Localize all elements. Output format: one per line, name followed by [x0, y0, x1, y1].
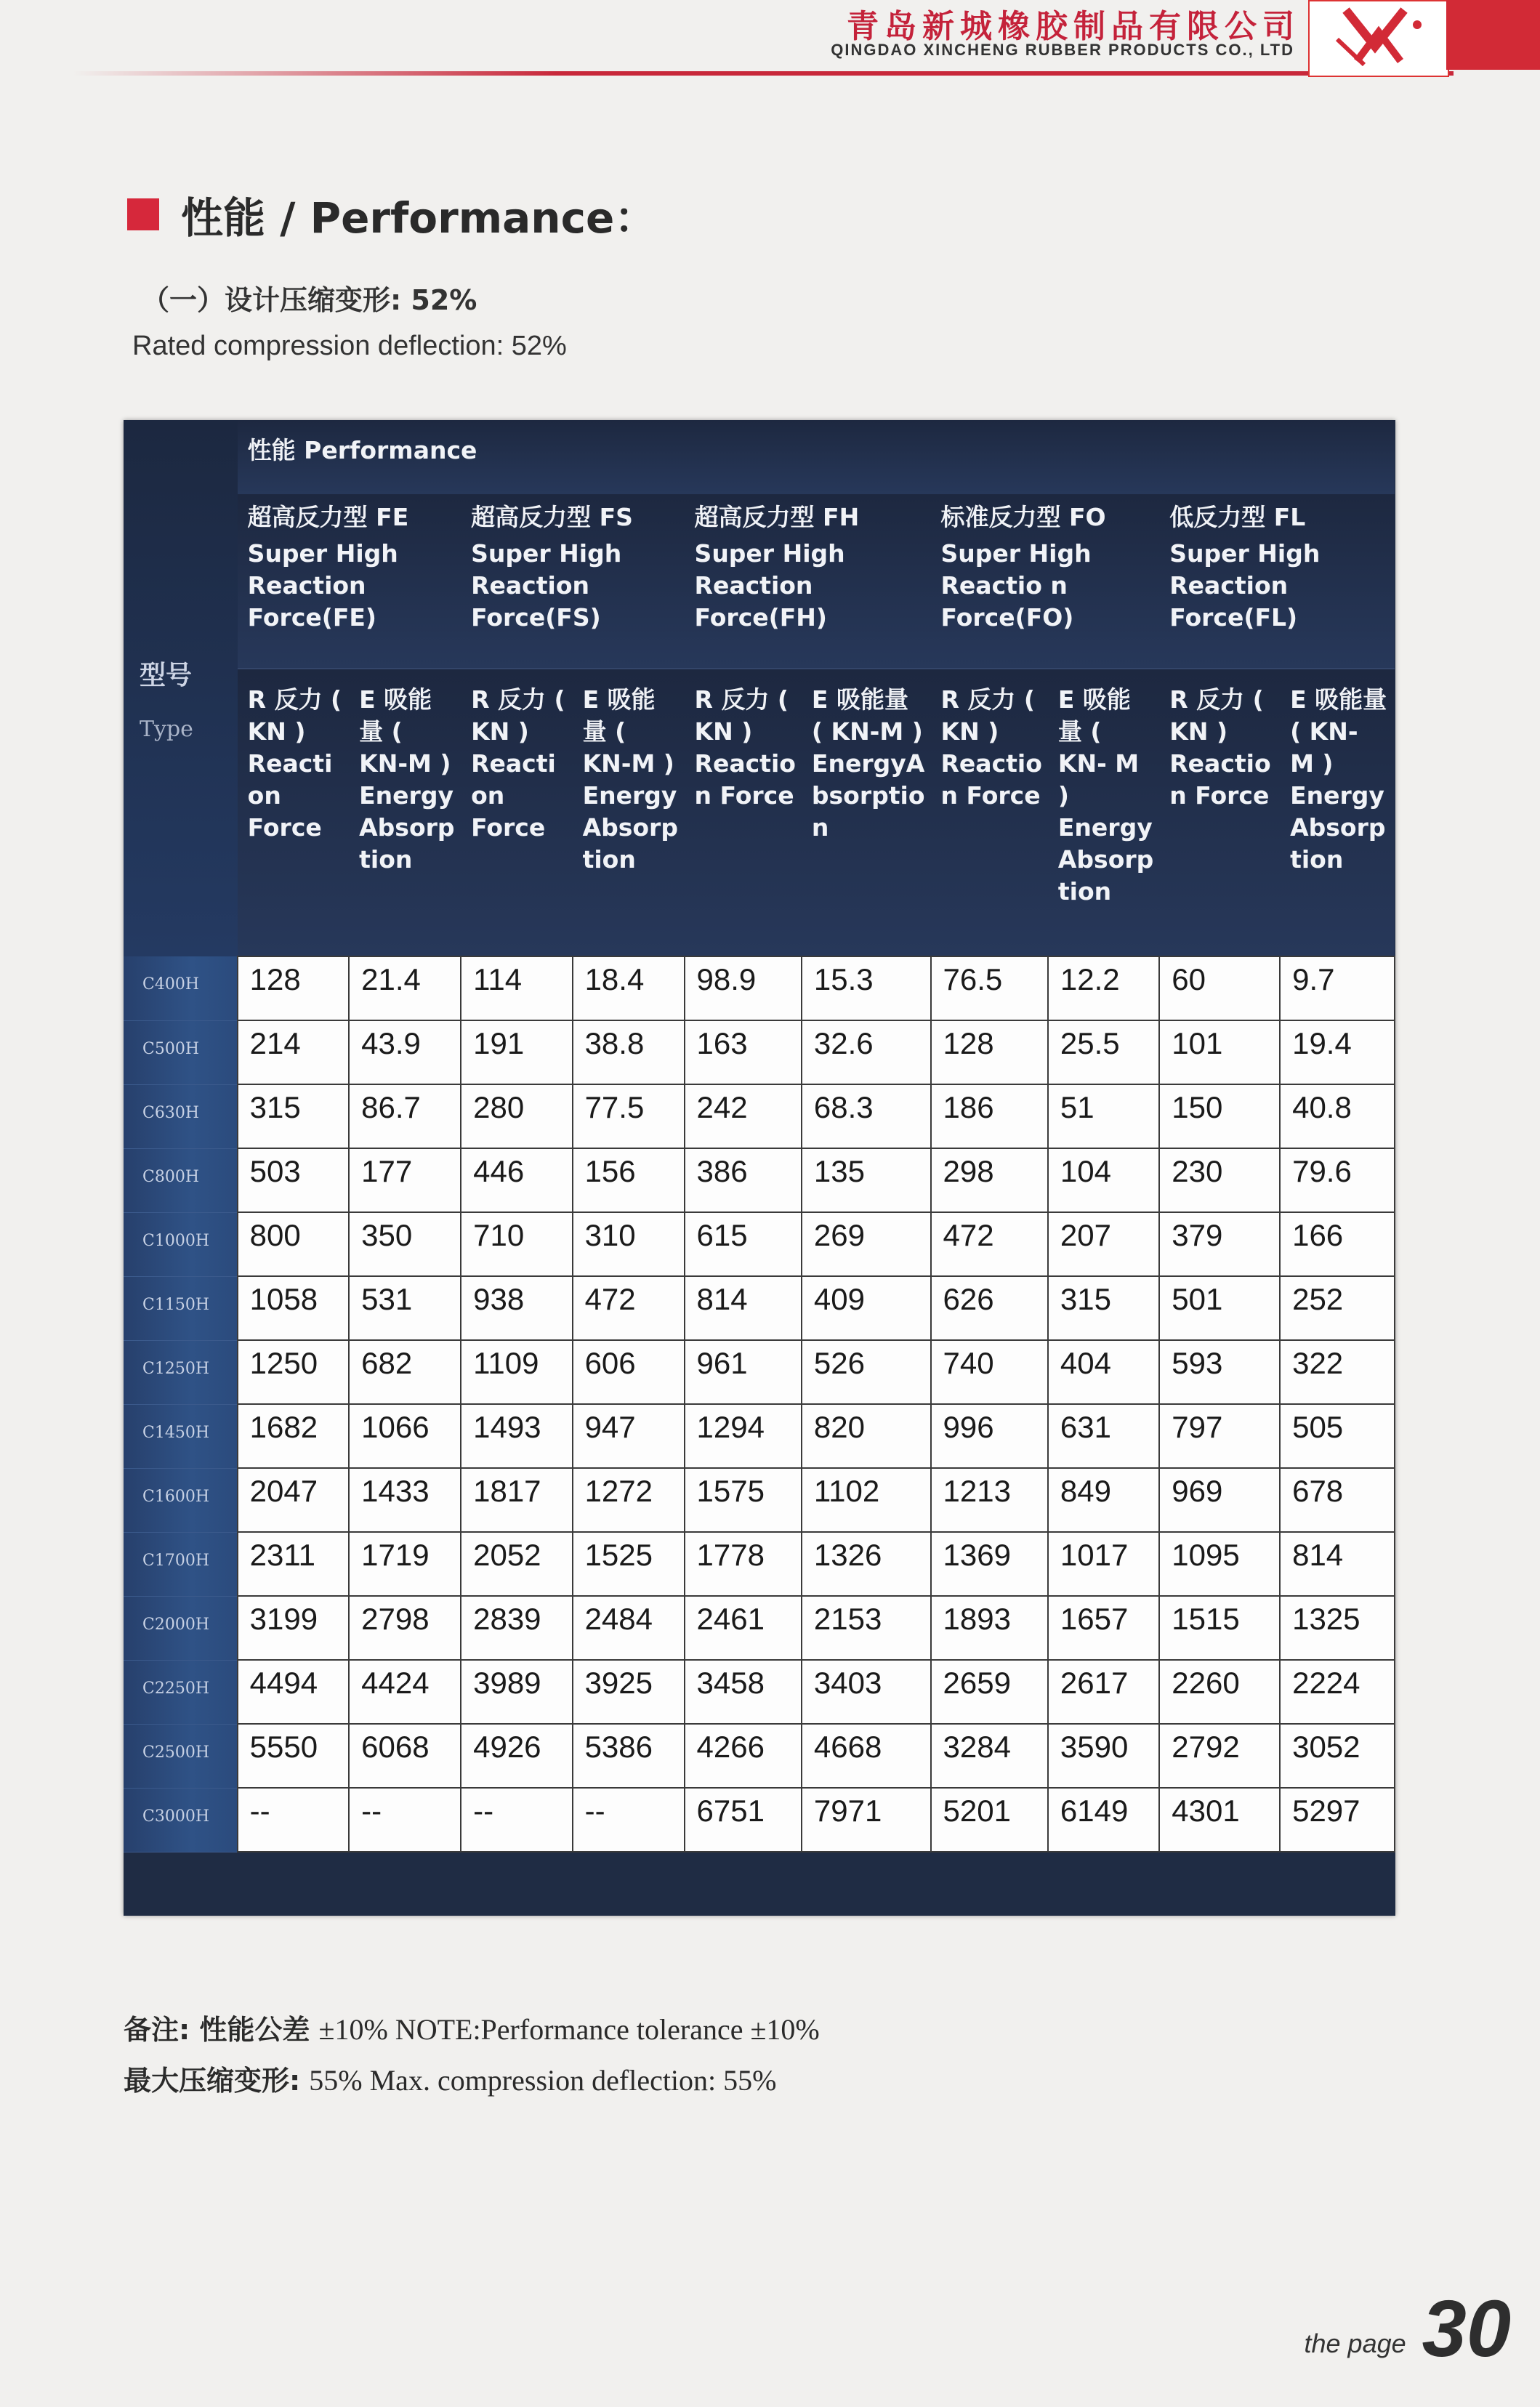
- reaction-force-cell: 76.5: [931, 956, 1048, 1020]
- reaction-force-header: R 反力 ( KN ) Reactio n Force: [1159, 669, 1280, 956]
- reaction-force-cell: 101: [1159, 1020, 1280, 1084]
- reaction-force-cell: 1213: [931, 1468, 1048, 1532]
- reaction-force-cell: 1369: [931, 1532, 1048, 1596]
- table-row: [124, 1148, 1395, 1212]
- table-row: [124, 956, 1395, 1020]
- type-cell: C1150H: [124, 1276, 238, 1340]
- title-bullet-icon: [127, 198, 159, 230]
- tolerance-note-cn: 备注: 性能公差: [124, 2014, 310, 2046]
- energy-absorption-cell: 3052: [1280, 1724, 1395, 1788]
- energy-absorption-cell: 15.3: [802, 956, 931, 1020]
- logo-icon: [1324, 3, 1433, 73]
- energy-absorption-cell: 526: [802, 1340, 931, 1404]
- reaction-force-cell: 626: [931, 1276, 1048, 1340]
- reaction-force-cell: 60: [1159, 956, 1280, 1020]
- table-row: [124, 1788, 1395, 1852]
- reaction-force-cell: 503: [238, 1148, 349, 1212]
- reaction-force-cell: 128: [931, 1020, 1048, 1084]
- reaction-force-cell: 1817: [461, 1468, 572, 1532]
- energy-absorption-cell: 2798: [349, 1596, 461, 1660]
- energy-absorption-cell: 1326: [802, 1532, 931, 1596]
- reaction-force-cell: 4266: [685, 1724, 802, 1788]
- page-header: [0, 0, 1540, 80]
- reaction-force-cell: 191: [461, 1020, 572, 1084]
- reaction-force-cell: 740: [931, 1340, 1048, 1404]
- energy-absorption-cell: 631: [1048, 1404, 1159, 1468]
- energy-absorption-cell: 68.3: [802, 1084, 931, 1148]
- energy-absorption-cell: 12.2: [1048, 956, 1159, 1020]
- reaction-force-cell: 242: [685, 1084, 802, 1148]
- type-cell: C2250H: [124, 1660, 238, 1724]
- energy-absorption-cell: 2224: [1280, 1660, 1395, 1724]
- group-header-en: Super High Reaction Force(FL): [1169, 539, 1321, 632]
- group-header: [1159, 494, 1395, 669]
- reaction-force-cell: 969: [1159, 1468, 1280, 1532]
- reaction-force-cell: 379: [1159, 1212, 1280, 1276]
- reaction-force-header: R 反力 ( KN ) Reacti on Force: [461, 669, 572, 956]
- energy-absorption-cell: 2153: [802, 1596, 931, 1660]
- reaction-force-cell: 3199: [238, 1596, 349, 1660]
- reaction-force-cell: 1058: [238, 1276, 349, 1340]
- energy-absorption-cell: 7971: [802, 1788, 931, 1852]
- reaction-force-cell: 938: [461, 1276, 572, 1340]
- reaction-force-cell: 797: [1159, 1404, 1280, 1468]
- energy-absorption-cell: 820: [802, 1404, 931, 1468]
- energy-absorption-cell: 947: [573, 1404, 685, 1468]
- page-footer: [1304, 2284, 1512, 2374]
- table-row: [124, 1340, 1395, 1404]
- reaction-force-cell: 4301: [1159, 1788, 1280, 1852]
- energy-absorption-cell: 682: [349, 1340, 461, 1404]
- type-cell: C2500H: [124, 1724, 238, 1788]
- reaction-force-cell: 5550: [238, 1724, 349, 1788]
- reaction-force-cell: 501: [1159, 1276, 1280, 1340]
- reaction-force-cell: 996: [931, 1404, 1048, 1468]
- energy-absorption-header: E 吸能量 ( KN-M ) Energy Absorp tion: [349, 669, 461, 956]
- energy-absorption-cell: 1102: [802, 1468, 931, 1532]
- group-header: [931, 494, 1160, 669]
- type-cell: C800H: [124, 1148, 238, 1212]
- reaction-force-cell: 4926: [461, 1724, 572, 1788]
- reaction-force-header: R 反力 ( KN ) Reactio n Force: [685, 669, 802, 956]
- header-divider: [73, 71, 1454, 76]
- energy-absorption-cell: --: [573, 1788, 685, 1852]
- section-title: [127, 185, 656, 243]
- reaction-force-cell: 615: [685, 1212, 802, 1276]
- rated-deflection-en: Rated compression deflection: 52%: [132, 331, 567, 361]
- tolerance-note: [124, 2007, 820, 2047]
- table-row: [124, 1404, 1395, 1468]
- energy-absorption-cell: 43.9: [349, 1020, 461, 1084]
- type-cell: C1250H: [124, 1340, 238, 1404]
- energy-absorption-cell: 269: [802, 1212, 931, 1276]
- energy-absorption-header: E 吸能量 ( KN- M ) Energy Absorp tion: [1280, 669, 1395, 956]
- reaction-force-cell: 593: [1159, 1340, 1280, 1404]
- energy-absorption-cell: 678: [1280, 1468, 1395, 1532]
- energy-absorption-cell: 606: [573, 1340, 685, 1404]
- group-header-row: [124, 494, 1395, 669]
- table-row: [124, 1532, 1395, 1596]
- reaction-force-cell: 1250: [238, 1340, 349, 1404]
- reaction-force-cell: --: [461, 1788, 572, 1852]
- reaction-force-cell: 386: [685, 1148, 802, 1212]
- energy-absorption-cell: 4424: [349, 1660, 461, 1724]
- group-header-cn: 低反力型 FL: [1169, 503, 1306, 531]
- section-title-text: 性能 / Performance：: [181, 193, 657, 243]
- type-header-cn: 型号: [140, 661, 193, 690]
- energy-absorption-cell: 177: [349, 1148, 461, 1212]
- group-header-en: Super High Reaction Force(FH): [694, 539, 845, 632]
- type-cell: C500H: [124, 1020, 238, 1084]
- reaction-force-cell: 315: [238, 1084, 349, 1148]
- table-row: [124, 1468, 1395, 1532]
- energy-absorption-cell: 3925: [573, 1660, 685, 1724]
- type-cell: C1450H: [124, 1404, 238, 1468]
- header-accent-strip: [1446, 0, 1540, 70]
- energy-absorption-cell: 849: [1048, 1468, 1159, 1532]
- reaction-force-cell: --: [238, 1788, 349, 1852]
- reaction-force-cell: 214: [238, 1020, 349, 1084]
- energy-absorption-cell: 3590: [1048, 1724, 1159, 1788]
- reaction-force-cell: 2260: [1159, 1660, 1280, 1724]
- reaction-force-cell: 1575: [685, 1468, 802, 1532]
- energy-absorption-cell: 135: [802, 1148, 931, 1212]
- reaction-force-cell: 1109: [461, 1340, 572, 1404]
- reaction-force-cell: 1515: [1159, 1596, 1280, 1660]
- energy-absorption-cell: 207: [1048, 1212, 1159, 1276]
- energy-absorption-cell: 156: [573, 1148, 685, 1212]
- tolerance-note-en: ±10% NOTE:Performance tolerance ±10%: [318, 2013, 820, 2046]
- energy-absorption-cell: 32.6: [802, 1020, 931, 1084]
- energy-absorption-cell: 1719: [349, 1532, 461, 1596]
- reaction-force-cell: 800: [238, 1212, 349, 1276]
- energy-absorption-cell: --: [349, 1788, 461, 1852]
- table-row: [124, 1212, 1395, 1276]
- group-header-cn: 超高反力型 FS: [471, 503, 633, 531]
- group-header-cn: 超高反力型 FH: [694, 503, 860, 531]
- reaction-force-cell: 3989: [461, 1660, 572, 1724]
- reaction-force-cell: 1493: [461, 1404, 572, 1468]
- energy-absorption-header: E 吸能量 ( KN-M ) EnergyA bsorptio n: [802, 669, 931, 956]
- reaction-force-cell: 3284: [931, 1724, 1048, 1788]
- table-body: [124, 956, 1395, 1852]
- group-header: [461, 494, 684, 669]
- reaction-force-header: R 反力 ( KN ) Reactio n Force: [931, 669, 1048, 956]
- energy-absorption-cell: 404: [1048, 1340, 1159, 1404]
- performance-header: 性能 Performance: [238, 420, 1395, 494]
- reaction-force-cell: 230: [1159, 1148, 1280, 1212]
- energy-absorption-cell: 409: [802, 1276, 931, 1340]
- energy-absorption-cell: 9.7: [1280, 956, 1395, 1020]
- type-header-en: Type: [140, 717, 193, 742]
- type-cell: C630H: [124, 1084, 238, 1148]
- energy-absorption-cell: 166: [1280, 1212, 1395, 1276]
- reaction-force-cell: 1682: [238, 1404, 349, 1468]
- reaction-force-cell: 2311: [238, 1532, 349, 1596]
- energy-absorption-cell: 531: [349, 1276, 461, 1340]
- energy-absorption-cell: 2617: [1048, 1660, 1159, 1724]
- energy-absorption-cell: 1525: [573, 1532, 685, 1596]
- reaction-force-header: R 反力 ( KN ) Reacti on Force: [238, 669, 349, 956]
- reaction-force-cell: 280: [461, 1084, 572, 1148]
- energy-absorption-cell: 40.8: [1280, 1084, 1395, 1148]
- reaction-force-cell: 1893: [931, 1596, 1048, 1660]
- type-cell: C1000H: [124, 1212, 238, 1276]
- reaction-force-cell: 6751: [685, 1788, 802, 1852]
- reaction-force-cell: 2052: [461, 1532, 572, 1596]
- type-cell: C3000H: [124, 1788, 238, 1852]
- reaction-force-cell: 3458: [685, 1660, 802, 1724]
- energy-absorption-cell: 3403: [802, 1660, 931, 1724]
- energy-absorption-cell: 472: [573, 1276, 685, 1340]
- page-number: 30: [1422, 2284, 1511, 2374]
- table-row: [124, 1020, 1395, 1084]
- reaction-force-cell: 814: [685, 1276, 802, 1340]
- reaction-force-cell: 961: [685, 1340, 802, 1404]
- reaction-force-cell: 128: [238, 956, 349, 1020]
- rated-deflection-cn: （一）设计压缩变形: 52%: [142, 284, 477, 316]
- type-cell: C1700H: [124, 1532, 238, 1596]
- max-deflection-note-cn: 最大压缩变形:: [124, 2065, 301, 2097]
- group-header: [685, 494, 931, 669]
- group-header-cn: 标准反力型 FO: [940, 503, 1106, 531]
- sub-header-row: [124, 669, 1395, 956]
- energy-absorption-header: E 吸能 量 ( KN- M ) Energy Absorp tion: [1048, 669, 1159, 956]
- page-label: the page: [1304, 2329, 1406, 2358]
- reaction-force-cell: 1294: [685, 1404, 802, 1468]
- group-header-en: Super High Reaction Force(FE): [247, 539, 398, 632]
- table-row: [124, 1596, 1395, 1660]
- energy-absorption-cell: 1017: [1048, 1532, 1159, 1596]
- energy-absorption-cell: 25.5: [1048, 1020, 1159, 1084]
- company-name-cn: 青岛新城橡胶制品有限公司: [847, 8, 1300, 45]
- company-name-en: QINGDAO XINCHENG RUBBER PRODUCTS CO., LTD: [831, 41, 1294, 59]
- reaction-force-cell: 2047: [238, 1468, 349, 1532]
- energy-absorption-cell: 77.5: [573, 1084, 685, 1148]
- energy-absorption-cell: 5297: [1280, 1788, 1395, 1852]
- energy-absorption-cell: 322: [1280, 1340, 1395, 1404]
- reaction-force-cell: 298: [931, 1148, 1048, 1212]
- reaction-force-cell: 472: [931, 1212, 1048, 1276]
- reaction-force-cell: 1778: [685, 1532, 802, 1596]
- type-cell: C1600H: [124, 1468, 238, 1532]
- type-cell: C400H: [124, 956, 238, 1020]
- energy-absorption-cell: 86.7: [349, 1084, 461, 1148]
- reaction-force-cell: 5201: [931, 1788, 1048, 1852]
- energy-absorption-cell: 51: [1048, 1084, 1159, 1148]
- energy-absorption-cell: 38.8: [573, 1020, 685, 1084]
- group-header-en: Super High Reaction Force(FS): [471, 539, 622, 632]
- reaction-force-cell: 150: [1159, 1084, 1280, 1148]
- performance-table: [124, 420, 1395, 1852]
- energy-absorption-cell: 1325: [1280, 1596, 1395, 1660]
- reaction-force-cell: 2461: [685, 1596, 802, 1660]
- reaction-force-cell: 2839: [461, 1596, 572, 1660]
- reaction-force-cell: 98.9: [685, 956, 802, 1020]
- reaction-force-cell: 163: [685, 1020, 802, 1084]
- group-header: [238, 494, 461, 669]
- energy-absorption-cell: 315: [1048, 1276, 1159, 1340]
- energy-absorption-cell: 2484: [573, 1596, 685, 1660]
- table-row: [124, 1276, 1395, 1340]
- energy-absorption-cell: 6149: [1048, 1788, 1159, 1852]
- type-cell: C2000H: [124, 1596, 238, 1660]
- energy-absorption-cell: 79.6: [1280, 1148, 1395, 1212]
- type-column-header: [124, 420, 238, 956]
- energy-absorption-cell: 1433: [349, 1468, 461, 1532]
- energy-absorption-cell: 505: [1280, 1404, 1395, 1468]
- reaction-force-cell: 2659: [931, 1660, 1048, 1724]
- energy-absorption-cell: 814: [1280, 1532, 1395, 1596]
- energy-absorption-cell: 104: [1048, 1148, 1159, 1212]
- energy-absorption-cell: 21.4: [349, 956, 461, 1020]
- performance-table-container: [124, 420, 1395, 1916]
- company-logo: [1308, 0, 1449, 77]
- table-row: [124, 1084, 1395, 1148]
- energy-absorption-cell: 1272: [573, 1468, 685, 1532]
- table-row: [124, 1660, 1395, 1724]
- reaction-force-cell: 446: [461, 1148, 572, 1212]
- reaction-force-cell: 186: [931, 1084, 1048, 1148]
- reaction-force-cell: 1095: [1159, 1532, 1280, 1596]
- energy-absorption-cell: 1657: [1048, 1596, 1159, 1660]
- group-header-en: Super High Reactio n Force(FO): [940, 539, 1092, 632]
- energy-absorption-cell: 5386: [573, 1724, 685, 1788]
- energy-absorption-cell: 252: [1280, 1276, 1395, 1340]
- table-row: [124, 1724, 1395, 1788]
- energy-absorption-cell: 310: [573, 1212, 685, 1276]
- max-deflection-note: [124, 2058, 776, 2098]
- reaction-force-cell: 2792: [1159, 1724, 1280, 1788]
- energy-absorption-cell: 4668: [802, 1724, 931, 1788]
- energy-absorption-cell: 19.4: [1280, 1020, 1395, 1084]
- energy-absorption-cell: 6068: [349, 1724, 461, 1788]
- energy-absorption-cell: 350: [349, 1212, 461, 1276]
- reaction-force-cell: 4494: [238, 1660, 349, 1724]
- energy-absorption-cell: 1066: [349, 1404, 461, 1468]
- group-header-cn: 超高反力型 FE: [247, 503, 409, 531]
- reaction-force-cell: 710: [461, 1212, 572, 1276]
- reaction-force-cell: 114: [461, 956, 572, 1020]
- max-deflection-note-en: 55% Max. compression deflection: 55%: [309, 2064, 777, 2097]
- energy-absorption-cell: 18.4: [573, 956, 685, 1020]
- energy-absorption-header: E 吸能量 ( KN-M ) Energy Absorp tion: [573, 669, 685, 956]
